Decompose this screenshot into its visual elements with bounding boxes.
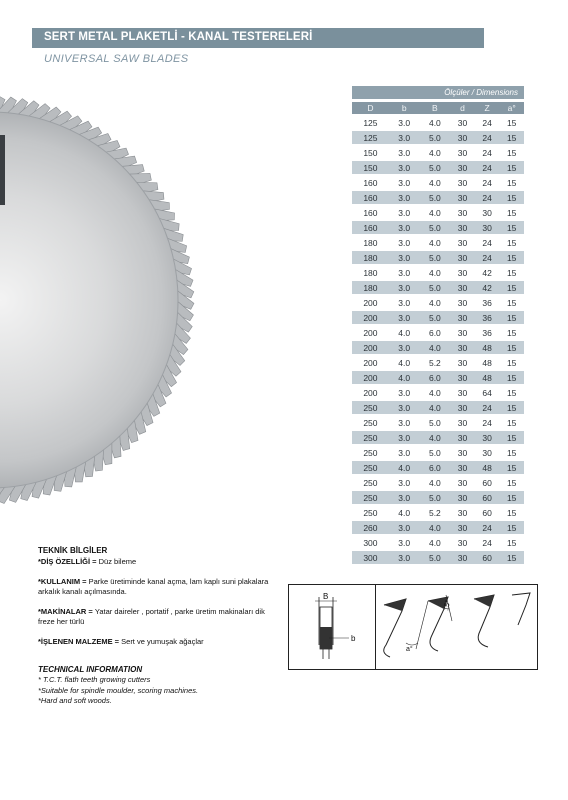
table-cell: 30 [475, 446, 500, 459]
table-row [352, 431, 524, 444]
table-cell: 30 [450, 326, 475, 339]
table-cell: 5.0 [420, 551, 451, 564]
table-cell: 15 [499, 191, 524, 204]
table-cell: 150 [352, 146, 389, 159]
table-cell: 180 [352, 281, 389, 294]
table-row [352, 311, 524, 324]
diagram-label-a: a° [406, 646, 413, 653]
table-cell: 5.0 [420, 311, 451, 324]
dimensions-caption: Ölçüler / Dimensions [352, 86, 524, 99]
table-cell: 3.0 [389, 236, 420, 249]
table-cell: 250 [352, 431, 389, 444]
table-cell: 30 [450, 356, 475, 369]
table-cell: 3.0 [389, 251, 420, 264]
table-cell: 15 [499, 356, 524, 369]
table-cell: 64 [475, 386, 500, 399]
table-cell: 30 [450, 416, 475, 429]
table-cell: 125 [352, 116, 389, 129]
table-cell: 30 [450, 176, 475, 189]
table-cell: 24 [475, 116, 500, 129]
diagram-label-B: B [323, 592, 329, 601]
info-en-line: *Suitable for spindle moulder, scoring machines. [38, 685, 199, 695]
table-cell: 5.0 [420, 131, 451, 144]
table-cell: 3.0 [389, 296, 420, 309]
table-row [352, 221, 524, 234]
table-cell: 3.0 [389, 416, 420, 429]
table-cell: 24 [475, 161, 500, 174]
table-cell: 15 [499, 371, 524, 384]
table-cell: 3.0 [389, 431, 420, 444]
info-item-machines: *MAKİNALAR = Yatar daireler , portatif , parke üretim makinaları dik freze her türlü [38, 607, 265, 626]
table-cell: 15 [499, 446, 524, 459]
page-subtitle: UNIVERSAL SAW BLADES [44, 53, 189, 65]
table-cell: 30 [450, 116, 475, 129]
table-cell: 3.0 [389, 191, 420, 204]
table-row [352, 371, 524, 384]
table-header-row [352, 102, 524, 114]
table-cell: 5.0 [420, 446, 451, 459]
table-cell: 24 [475, 191, 500, 204]
table-cell: 24 [475, 536, 500, 549]
table-cell: 30 [475, 221, 500, 234]
info-en-line: * T.C.T. flath teeth growing cutters [38, 675, 151, 684]
table-cell: 30 [450, 281, 475, 294]
table-cell: 5.0 [420, 491, 451, 504]
table-cell: 3.0 [389, 281, 420, 294]
table-cell: 300 [352, 551, 389, 564]
table-cell: 15 [499, 536, 524, 549]
table-cell: 4.0 [420, 401, 451, 414]
table-cell: 15 [499, 221, 524, 234]
table-cell: 24 [475, 236, 500, 249]
dimensions-table [352, 100, 524, 566]
table-cell: 30 [450, 341, 475, 354]
tooth-profile-drawing [289, 585, 375, 669]
table-row [352, 341, 524, 354]
blade-slot [0, 135, 5, 205]
table-cell: 15 [499, 326, 524, 339]
table-cell: 30 [450, 386, 475, 399]
table-cell: 200 [352, 371, 389, 384]
table-row [352, 521, 524, 534]
table-cell: 48 [475, 356, 500, 369]
table-cell: 30 [450, 251, 475, 264]
table-cell: 250 [352, 416, 389, 429]
table-cell: 250 [352, 506, 389, 519]
table-cell: 15 [499, 416, 524, 429]
table-cell: 30 [450, 551, 475, 564]
table-cell: 160 [352, 191, 389, 204]
blade-disc [0, 112, 178, 488]
table-cell: 48 [475, 461, 500, 474]
table-row [352, 326, 524, 339]
table-cell: 15 [499, 401, 524, 414]
table-cell: 4.0 [420, 521, 451, 534]
table-cell: 30 [450, 431, 475, 444]
table-cell: 60 [475, 506, 500, 519]
table-cell: 15 [499, 146, 524, 159]
technical-info [38, 546, 278, 707]
table-cell: 30 [450, 491, 475, 504]
table-cell: 3.0 [389, 206, 420, 219]
table-cell: 15 [499, 386, 524, 399]
table-cell: 15 [499, 116, 524, 129]
table-cell: 150 [352, 161, 389, 174]
table-cell: 3.0 [389, 311, 420, 324]
table-cell: 250 [352, 446, 389, 459]
table-cell: 15 [499, 206, 524, 219]
table-cell: 4.0 [420, 176, 451, 189]
table-cell: 5.0 [420, 281, 451, 294]
info-en-line: *Hard and soft woods. [38, 696, 112, 705]
table-cell: 15 [499, 176, 524, 189]
table-cell: 30 [450, 521, 475, 534]
table-cell: 4.0 [420, 266, 451, 279]
tooth-angle-drawing [376, 585, 536, 669]
table-row [352, 266, 524, 279]
table-row [352, 386, 524, 399]
table-cell: 3.0 [389, 386, 420, 399]
table-cell: 3.0 [389, 266, 420, 279]
table-cell: 160 [352, 221, 389, 234]
table-cell: 180 [352, 251, 389, 264]
table-cell: 30 [450, 446, 475, 459]
table-cell: 3.0 [389, 176, 420, 189]
table-cell: 15 [499, 236, 524, 249]
table-cell: 5.2 [420, 506, 451, 519]
table-cell: 60 [475, 551, 500, 564]
table-cell: 5.0 [420, 221, 451, 234]
table-cell: 250 [352, 461, 389, 474]
table-cell: 15 [499, 461, 524, 474]
table-cell: 3.0 [389, 401, 420, 414]
table-cell: 15 [499, 431, 524, 444]
page-title: SERT METAL PLAKETLİ - KANAL TESTERELERİ [44, 31, 313, 43]
table-cell: 3.0 [389, 131, 420, 144]
column-header-Z: Z [475, 102, 500, 114]
table-cell: 30 [450, 311, 475, 324]
table-cell: 250 [352, 476, 389, 489]
table-cell: 30 [450, 506, 475, 519]
table-cell: 15 [499, 341, 524, 354]
table-cell: 3.0 [389, 491, 420, 504]
table-cell: 4.0 [389, 326, 420, 339]
table-cell: 24 [475, 521, 500, 534]
table-row [352, 416, 524, 429]
table-cell: 30 [450, 461, 475, 474]
table-cell: 4.0 [389, 461, 420, 474]
table-cell: 3.0 [389, 551, 420, 564]
table-cell: 6.0 [420, 371, 451, 384]
table-cell: 30 [450, 536, 475, 549]
dimensions-table-container [352, 86, 524, 566]
table-cell: 6.0 [420, 326, 451, 339]
info-item-usage: *KULLANIM = Parke üretiminde kanal açma, lam kaplı suni plakalara arkalık kanalı açılmasında. [38, 577, 269, 596]
table-cell: 42 [475, 281, 500, 294]
table-cell: 3.0 [389, 146, 420, 159]
table-row [352, 491, 524, 504]
table-row [352, 401, 524, 414]
table-row [352, 176, 524, 189]
table-cell: 15 [499, 131, 524, 144]
table-cell: 260 [352, 521, 389, 534]
table-row [352, 146, 524, 159]
table-row [352, 206, 524, 219]
table-cell: 30 [450, 161, 475, 174]
table-cell: 250 [352, 401, 389, 414]
table-cell: 30 [450, 371, 475, 384]
table-cell: 5.2 [420, 356, 451, 369]
info-title: TEKNİK BİLGİLER [38, 546, 108, 555]
saw-blade-image [0, 0, 260, 520]
table-cell: 125 [352, 131, 389, 144]
table-cell: 3.0 [389, 536, 420, 549]
table-row [352, 551, 524, 564]
table-cell: 3.0 [389, 161, 420, 174]
table-cell: 60 [475, 476, 500, 489]
table-cell: 30 [450, 476, 475, 489]
table-cell: 4.0 [420, 431, 451, 444]
table-cell: 36 [475, 326, 500, 339]
column-header-B: B [420, 102, 451, 114]
table-cell: 3.0 [389, 221, 420, 234]
table-cell: 4.0 [420, 476, 451, 489]
table-cell: 15 [499, 491, 524, 504]
table-cell: 4.0 [420, 296, 451, 309]
table-cell: 15 [499, 311, 524, 324]
table-cell: 160 [352, 176, 389, 189]
table-cell: 15 [499, 506, 524, 519]
table-cell: 24 [475, 251, 500, 264]
table-cell: 4.0 [420, 236, 451, 249]
table-cell: 3.0 [389, 116, 420, 129]
table-cell: 4.0 [420, 386, 451, 399]
table-cell: 250 [352, 491, 389, 504]
table-cell: 48 [475, 371, 500, 384]
table-row [352, 161, 524, 174]
table-cell: 180 [352, 266, 389, 279]
table-cell: 30 [450, 236, 475, 249]
table-cell: 3.0 [389, 476, 420, 489]
table-cell: 3.0 [389, 446, 420, 459]
info-item-material: *İŞLENEN MALZEME = Sert ve yumuşak ağaçlar [38, 637, 204, 646]
table-cell: 15 [499, 296, 524, 309]
table-cell: 24 [475, 176, 500, 189]
table-cell: 4.0 [420, 146, 451, 159]
table-cell: 60 [475, 491, 500, 504]
table-cell: 160 [352, 206, 389, 219]
table-cell: 4.0 [420, 206, 451, 219]
table-cell: 15 [499, 281, 524, 294]
table-row [352, 236, 524, 249]
table-cell: 30 [450, 146, 475, 159]
column-header-angle: a° [499, 102, 524, 114]
table-cell: 200 [352, 341, 389, 354]
table-cell: 15 [499, 266, 524, 279]
table-cell: 3.0 [389, 521, 420, 534]
table-cell: 300 [352, 536, 389, 549]
table-row [352, 476, 524, 489]
table-cell: 30 [450, 266, 475, 279]
table-cell: 3.0 [389, 341, 420, 354]
diagram-label-15deg: 15° [443, 599, 453, 612]
table-cell: 48 [475, 341, 500, 354]
table-row [352, 131, 524, 144]
table-row [352, 461, 524, 474]
table-cell: 30 [450, 206, 475, 219]
table-cell: 30 [450, 191, 475, 204]
table-cell: 180 [352, 236, 389, 249]
table-row [352, 191, 524, 204]
table-cell: 15 [499, 521, 524, 534]
table-cell: 5.0 [420, 191, 451, 204]
table-cell: 200 [352, 326, 389, 339]
column-header-D: D [352, 102, 389, 114]
info-item-teeth: *DİŞ ÖZELLİĞİ = Düz bileme [38, 557, 137, 566]
table-cell: 200 [352, 386, 389, 399]
table-cell: 15 [499, 476, 524, 489]
table-cell: 4.0 [389, 371, 420, 384]
table-cell: 24 [475, 146, 500, 159]
table-cell: 24 [475, 416, 500, 429]
table-cell: 200 [352, 296, 389, 309]
table-cell: 15 [499, 251, 524, 264]
table-row [352, 116, 524, 129]
table-cell: 5.0 [420, 161, 451, 174]
table-cell: 15 [499, 551, 524, 564]
table-cell: 200 [352, 311, 389, 324]
table-row [352, 506, 524, 519]
table-cell: 42 [475, 266, 500, 279]
table-row [352, 281, 524, 294]
table-cell: 30 [450, 221, 475, 234]
table-row [352, 356, 524, 369]
table-cell: 15 [499, 161, 524, 174]
table-cell: 30 [475, 206, 500, 219]
table-cell: 4.0 [420, 341, 451, 354]
table-cell: 6.0 [420, 461, 451, 474]
info-title-en: TECHNICAL INFORMATION [38, 665, 143, 674]
table-cell: 30 [475, 431, 500, 444]
table-cell: 4.0 [389, 506, 420, 519]
table-row [352, 536, 524, 549]
table-cell: 30 [450, 401, 475, 414]
column-header-b: b [389, 102, 420, 114]
table-cell: 200 [352, 356, 389, 369]
table-row [352, 251, 524, 264]
table-cell: 36 [475, 296, 500, 309]
table-cell: 5.0 [420, 251, 451, 264]
table-cell: 30 [450, 296, 475, 309]
table-row [352, 446, 524, 459]
table-cell: 24 [475, 401, 500, 414]
table-cell: 24 [475, 131, 500, 144]
column-header-d: d [450, 102, 475, 114]
table-cell: 4.0 [420, 116, 451, 129]
table-row [352, 296, 524, 309]
table-cell: 4.0 [389, 356, 420, 369]
diagram-label-b: b [351, 634, 356, 643]
table-cell: 30 [450, 131, 475, 144]
tooth-diagram [288, 584, 538, 670]
table-cell: 5.0 [420, 416, 451, 429]
table-cell: 4.0 [420, 536, 451, 549]
table-cell: 36 [475, 311, 500, 324]
